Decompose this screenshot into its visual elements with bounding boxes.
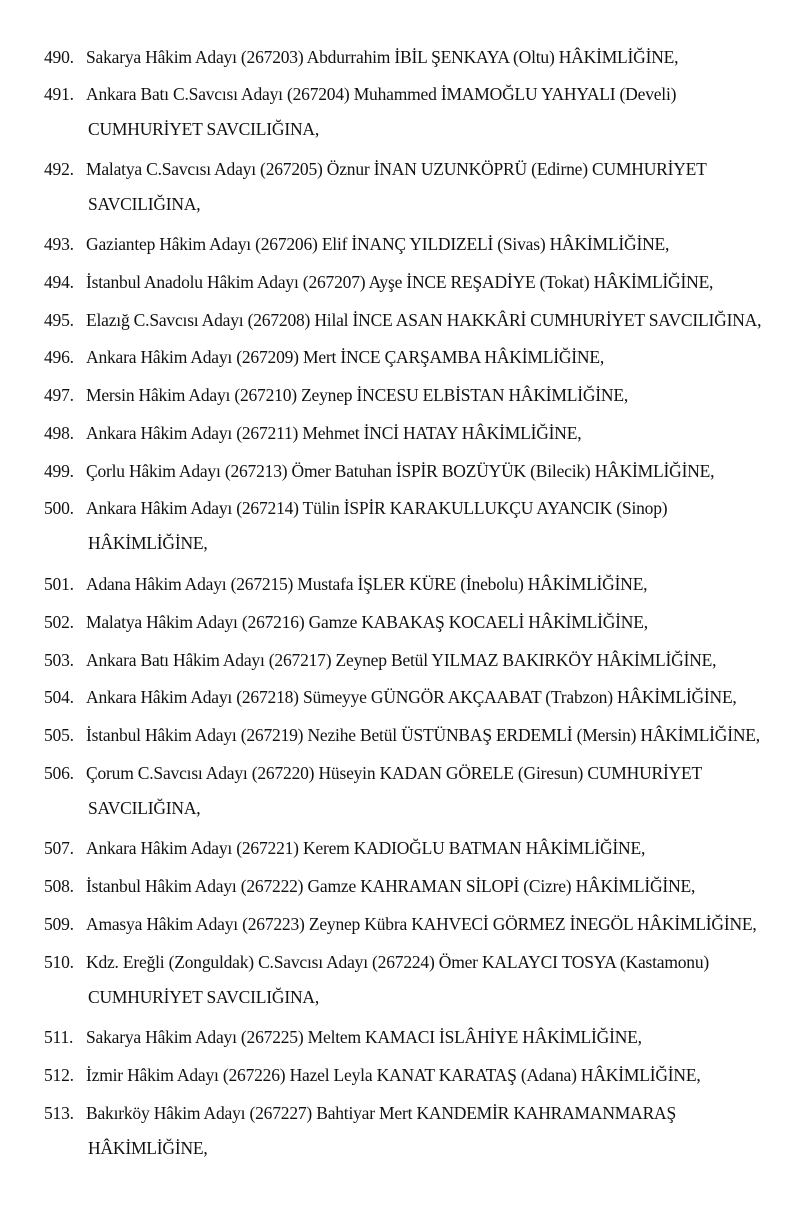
entry-number: 500. xyxy=(44,498,74,518)
entry-number: 508. xyxy=(44,876,74,896)
entry-number: 513. xyxy=(44,1103,74,1123)
entry-number: 498. xyxy=(44,423,74,443)
entry-text: Çorum C.Savcısı Adayı (267220) Hüseyin KADAN GÖRELE (Giresun) CUMHURİYET xyxy=(86,763,703,783)
entry-number: 493. xyxy=(44,234,74,254)
entry-number: 496. xyxy=(44,347,74,367)
entry-number: 512. xyxy=(44,1065,74,1085)
entry-text: Amasya Hâkim Adayı (267223) Zeynep Kübra KAHVECİ GÖRMEZ İNEGÖL HÂKİMLİĞİNE, xyxy=(86,914,757,934)
entry-number: 509. xyxy=(44,914,74,934)
entry-number: 504. xyxy=(44,687,74,707)
entry-text: Adana Hâkim Adayı (267215) Mustafa İŞLER KÜRE (İnebolu) HÂKİMLİĞİNE, xyxy=(86,574,648,594)
entry-text: Ankara Hâkim Adayı (267221) Kerem KADIOĞLU BATMAN HÂKİMLİĞİNE, xyxy=(86,838,646,858)
entry-number: 502. xyxy=(44,612,74,632)
entry-number: 511. xyxy=(44,1027,74,1047)
entry-text: Elazığ C.Savcısı Adayı (267208) Hilal İNCE ASAN HAKKÂRİ CUMHURİYET SAVCILIĞINA, xyxy=(86,310,762,330)
entry-number: 506. xyxy=(44,763,74,783)
entry-text-continuation: CUMHURİYET SAVCILIĞINA, xyxy=(88,119,320,139)
entry-number: 497. xyxy=(44,385,74,405)
entry-text: Ankara Hâkim Adayı (267209) Mert İNCE ÇARŞAMBA HÂKİMLİĞİNE, xyxy=(86,347,605,367)
entry-text: Malatya Hâkim Adayı (267216) Gamze KABAKAŞ KOCAELİ HÂKİMLİĞİNE, xyxy=(86,612,648,632)
entry-text-continuation: HÂKİMLİĞİNE, xyxy=(88,1138,208,1158)
entry-text: Bakırköy Hâkim Adayı (267227) Bahtiyar Mert KANDEMİR KAHRAMANMARAŞ xyxy=(86,1103,677,1123)
entry-number: 501. xyxy=(44,574,74,594)
entry-text: Mersin Hâkim Adayı (267210) Zeynep İNCESU ELBİSTAN HÂKİMLİĞİNE, xyxy=(86,385,629,405)
entry-number: 492. xyxy=(44,159,74,179)
entry-number: 510. xyxy=(44,952,74,972)
entry-text: Ankara Hâkim Adayı (267214) Tülin İSPİR KARAKULLUKÇU AYANCIK (Sinop) xyxy=(86,498,668,518)
entry-number: 505. xyxy=(44,725,74,745)
entry-number: 507. xyxy=(44,838,74,858)
entry-text: Gaziantep Hâkim Adayı (267206) Elif İNANÇ YILDIZELİ (Sivas) HÂKİMLİĞİNE, xyxy=(86,234,670,254)
entry-text: Malatya C.Savcısı Adayı (267205) Öznur İNAN UZUNKÖPRÜ (Edirne) CUMHURİYET xyxy=(86,159,707,179)
entry-number: 503. xyxy=(44,650,74,670)
entry-text: Ankara Batı Hâkim Adayı (267217) Zeynep Betül YILMAZ BAKIRKÖY HÂKİMLİĞİNE, xyxy=(86,650,717,670)
entry-text: Ankara Batı C.Savcısı Adayı (267204) Muhammed İMAMOĞLU YAHYALI (Develi) xyxy=(86,84,677,104)
entry-text: İstanbul Anadolu Hâkim Adayı (267207) Ayşe İNCE REŞADİYE (Tokat) HÂKİMLİĞİNE, xyxy=(86,272,714,292)
entry-text: Ankara Hâkim Adayı (267211) Mehmet İNCİ HATAY HÂKİMLİĞİNE, xyxy=(86,423,582,443)
entry-text: İstanbul Hâkim Adayı (267219) Nezihe Betül ÜSTÜNBAŞ ERDEMLİ (Mersin) HÂKİMLİĞİNE, xyxy=(86,725,760,745)
entry-text-continuation: HÂKİMLİĞİNE, xyxy=(88,533,208,553)
entry-text: İstanbul Hâkim Adayı (267222) Gamze KAHRAMAN SİLOPİ (Cizre) HÂKİMLİĞİNE, xyxy=(86,876,696,896)
entry-text-continuation: SAVCILIĞINA, xyxy=(88,798,201,818)
entry-number: 499. xyxy=(44,461,74,481)
entry-text: Çorlu Hâkim Adayı (267213) Ömer Batuhan İSPİR BOZÜYÜK (Bilecik) HÂKİMLİĞİNE, xyxy=(86,461,715,481)
entry-text: Sakarya Hâkim Adayı (267225) Meltem KAMACI İSLÂHİYE HÂKİMLİĞİNE, xyxy=(86,1027,642,1047)
entry-number: 490. xyxy=(44,47,74,67)
entry-text-continuation: CUMHURİYET SAVCILIĞINA, xyxy=(88,987,320,1007)
entry-text: Kdz. Ereğli (Zonguldak) C.Savcısı Adayı (267224) Ömer KALAYCI TOSYA (Kastamonu) xyxy=(86,952,710,972)
entry-number: 495. xyxy=(44,310,74,330)
entry-text: Ankara Hâkim Adayı (267218) Sümeyye GÜNGÖR AKÇAABAT (Trabzon) HÂKİMLİĞİNE, xyxy=(86,687,737,707)
entry-text: Sakarya Hâkim Adayı (267203) Abdurrahim İBİL ŞENKAYA (Oltu) HÂKİMLİĞİNE, xyxy=(86,47,679,67)
entry-number: 491. xyxy=(44,84,74,104)
entry-number: 494. xyxy=(44,272,74,292)
entry-text-continuation: SAVCILIĞINA, xyxy=(88,194,201,214)
entry-text: İzmir Hâkim Adayı (267226) Hazel Leyla KANAT KARATAŞ (Adana) HÂKİMLİĞİNE, xyxy=(86,1065,701,1085)
